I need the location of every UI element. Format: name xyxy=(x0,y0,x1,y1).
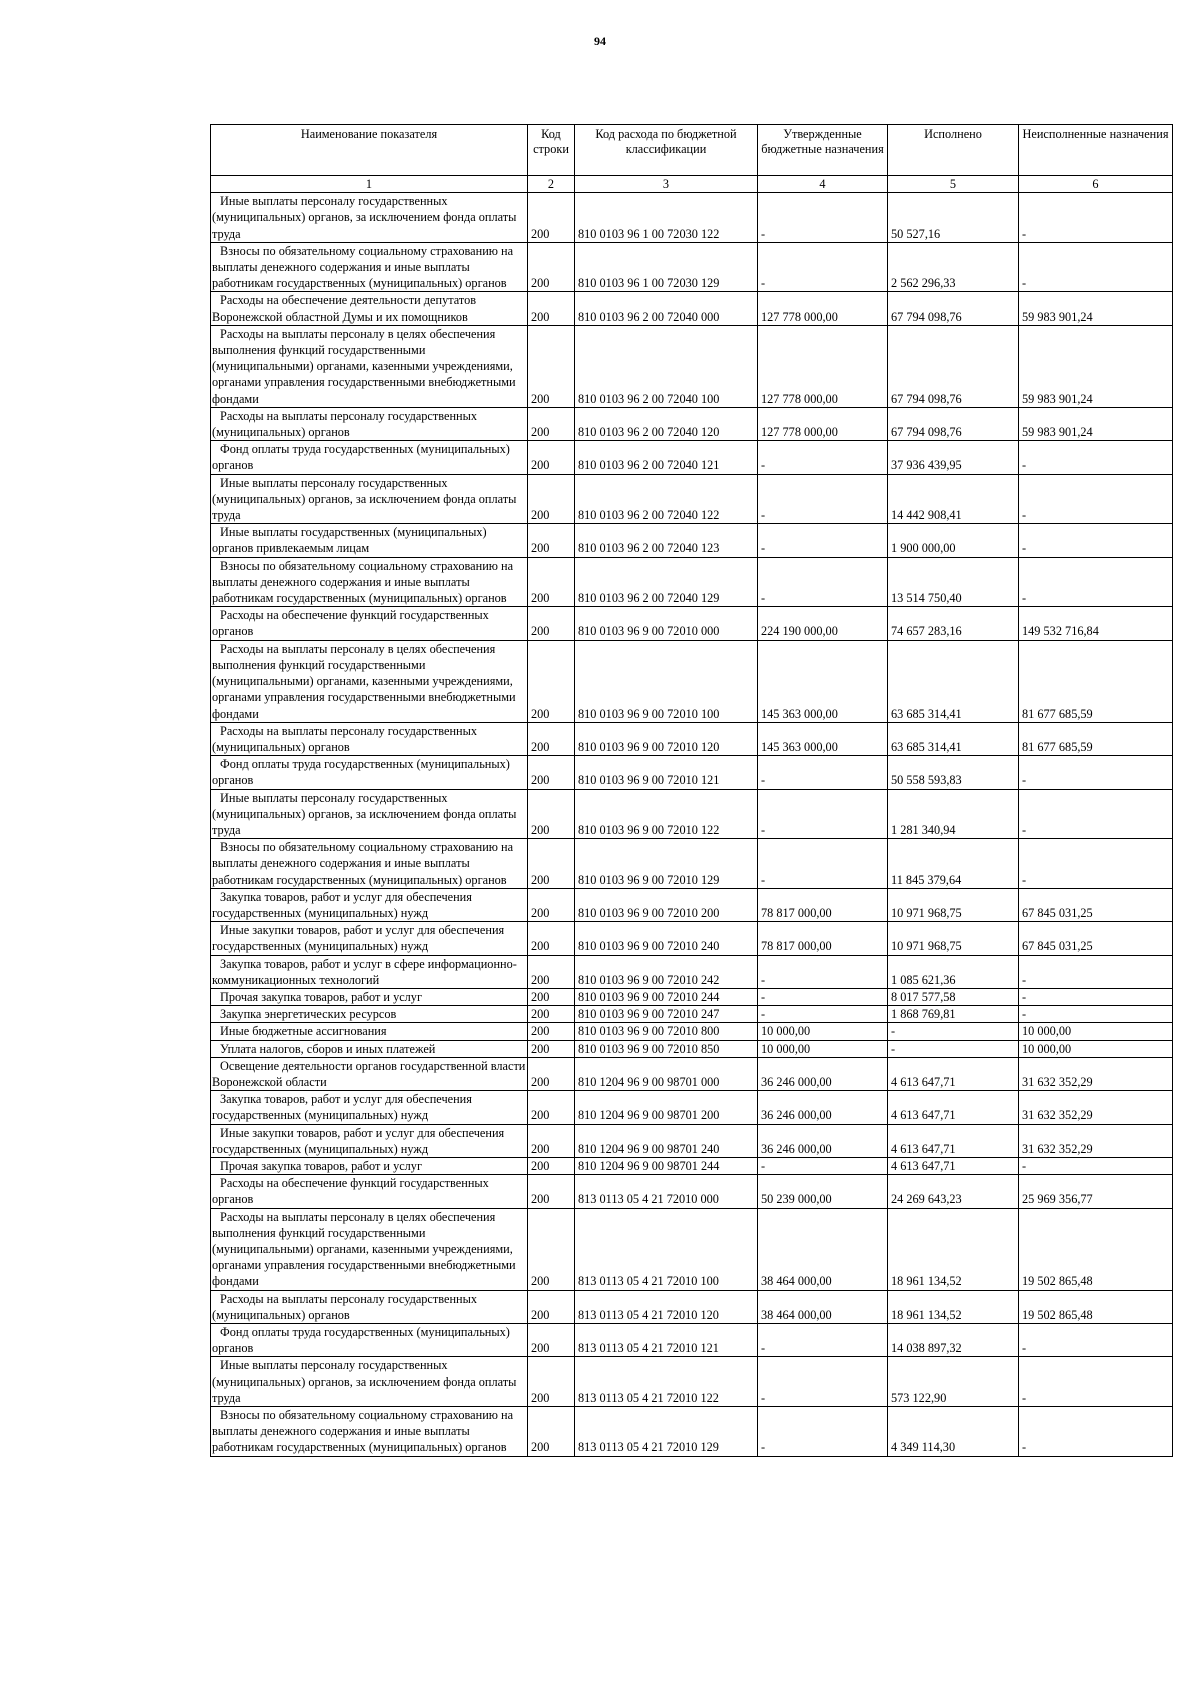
approved-amount-cell: 145 363 000,00 xyxy=(758,722,888,755)
line-code-cell: 200 xyxy=(528,839,575,889)
indicator-name-cell: Расходы на обеспечение деятельности депутатов Воронежской областной Думы и их помощников xyxy=(211,292,528,325)
executed-amount-cell: 2 562 296,33 xyxy=(888,242,1019,292)
approved-amount-cell: - xyxy=(758,242,888,292)
indicator-name-cell: Закупка товаров, работ и услуг для обеспечения государственных (муниципальных) нужд xyxy=(211,1091,528,1124)
approved-amount-cell: 78 817 000,00 xyxy=(758,922,888,955)
expense-code-cell: 810 0103 96 9 00 72010 800 xyxy=(575,1023,758,1040)
line-code-cell: 200 xyxy=(528,1023,575,1040)
executed-amount-cell: 63 685 314,41 xyxy=(888,640,1019,722)
expense-code-cell: 813 0113 05 4 21 72010 100 xyxy=(575,1208,758,1290)
line-code-cell: 200 xyxy=(528,242,575,292)
approved-amount-cell: - xyxy=(758,557,888,607)
executed-amount-cell: - xyxy=(888,1023,1019,1040)
approved-amount-cell: 36 246 000,00 xyxy=(758,1091,888,1124)
header-approved: Утвержденные бюджетные назначения xyxy=(758,125,888,176)
line-code-cell: 200 xyxy=(528,325,575,407)
indicator-name-cell: Иные бюджетные ассигнования xyxy=(211,1023,528,1040)
line-code-cell: 200 xyxy=(528,1157,575,1174)
approved-amount-cell: 145 363 000,00 xyxy=(758,640,888,722)
table-row xyxy=(211,524,1173,557)
line-code-cell: 200 xyxy=(528,193,575,243)
unexecuted-amount-cell: 19 502 865,48 xyxy=(1019,1290,1173,1323)
approved-amount-cell: - xyxy=(758,1357,888,1407)
expense-code-cell: 810 0103 96 9 00 72010 120 xyxy=(575,722,758,755)
unexecuted-amount-cell: 59 983 901,24 xyxy=(1019,325,1173,407)
table-row xyxy=(211,1091,1173,1124)
executed-amount-cell: 1 900 000,00 xyxy=(888,524,1019,557)
table-row xyxy=(211,1057,1173,1090)
expense-code-cell: 810 1204 96 9 00 98701 200 xyxy=(575,1091,758,1124)
approved-amount-cell: - xyxy=(758,193,888,243)
header-line-code: Код строки xyxy=(528,125,575,176)
table-row xyxy=(211,922,1173,955)
line-code-cell: 200 xyxy=(528,1091,575,1124)
executed-amount-cell: 18 961 134,52 xyxy=(888,1208,1019,1290)
line-code-cell: 200 xyxy=(528,1057,575,1090)
indicator-name-cell: Закупка энергетических ресурсов xyxy=(211,1006,528,1023)
executed-amount-cell: 4 613 647,71 xyxy=(888,1057,1019,1090)
line-code-cell: 200 xyxy=(528,524,575,557)
approved-amount-cell: 127 778 000,00 xyxy=(758,407,888,440)
executed-amount-cell: 14 038 897,32 xyxy=(888,1324,1019,1357)
line-code-cell: 200 xyxy=(528,474,575,524)
line-code-cell: 200 xyxy=(528,557,575,607)
table-row xyxy=(211,1006,1173,1023)
table-row xyxy=(211,888,1173,921)
indicator-name-cell: Иные выплаты персоналу государственных (муниципальных) органов, за исключением фонда оплаты труда xyxy=(211,474,528,524)
executed-amount-cell: 1 085 621,36 xyxy=(888,955,1019,988)
line-code-cell: 200 xyxy=(528,722,575,755)
header-indicator-name: Наименование показателя xyxy=(211,125,528,176)
expense-code-cell: 810 0103 96 9 00 72010 242 xyxy=(575,955,758,988)
unexecuted-amount-cell: 19 502 865,48 xyxy=(1019,1208,1173,1290)
line-code-cell: 200 xyxy=(528,955,575,988)
indicator-name-cell: Иные выплаты персоналу государственных (муниципальных) органов, за исключением фонда оплаты труда xyxy=(211,789,528,839)
line-code-cell: 200 xyxy=(528,1357,575,1407)
unexecuted-amount-cell: - xyxy=(1019,524,1173,557)
approved-amount-cell: - xyxy=(758,789,888,839)
executed-amount-cell: 1 281 340,94 xyxy=(888,789,1019,839)
header-executed: Исполнено xyxy=(888,125,1019,176)
unexecuted-amount-cell: 81 677 685,59 xyxy=(1019,722,1173,755)
line-code-cell: 200 xyxy=(528,1407,575,1457)
unexecuted-amount-cell: 31 632 352,29 xyxy=(1019,1057,1173,1090)
unexecuted-amount-cell: - xyxy=(1019,1006,1173,1023)
expense-code-cell: 810 0103 96 2 00 72040 120 xyxy=(575,407,758,440)
table-row xyxy=(211,1040,1173,1057)
approved-amount-cell: - xyxy=(758,988,888,1005)
table-row xyxy=(211,1124,1173,1157)
table-row xyxy=(211,1357,1173,1407)
table-body xyxy=(211,193,1173,1456)
executed-amount-cell: - xyxy=(888,1040,1019,1057)
expense-code-cell: 810 0103 96 2 00 72040 000 xyxy=(575,292,758,325)
table-row xyxy=(211,607,1173,640)
approved-amount-cell: - xyxy=(758,474,888,524)
approved-amount-cell: 38 464 000,00 xyxy=(758,1290,888,1323)
line-code-cell: 200 xyxy=(528,1175,575,1208)
indicator-name-cell: Прочая закупка товаров, работ и услуг xyxy=(211,988,528,1005)
table-row xyxy=(211,1324,1173,1357)
column-number: 6 xyxy=(1019,176,1173,193)
line-code-cell: 200 xyxy=(528,1290,575,1323)
executed-amount-cell: 50 527,16 xyxy=(888,193,1019,243)
executed-amount-cell: 11 845 379,64 xyxy=(888,839,1019,889)
line-code-cell: 200 xyxy=(528,1040,575,1057)
indicator-name-cell: Иные закупки товаров, работ и услуг для обеспечения государственных (муниципальных) нужд xyxy=(211,1124,528,1157)
table-row xyxy=(211,988,1173,1005)
approved-amount-cell: 10 000,00 xyxy=(758,1023,888,1040)
approved-amount-cell: - xyxy=(758,1157,888,1174)
indicator-name-cell: Прочая закупка товаров, работ и услуг xyxy=(211,1157,528,1174)
column-number: 4 xyxy=(758,176,888,193)
executed-amount-cell: 24 269 643,23 xyxy=(888,1175,1019,1208)
expense-code-cell: 810 1204 96 9 00 98701 244 xyxy=(575,1157,758,1174)
header-unexecuted: Неисполненные назначения xyxy=(1019,125,1173,176)
indicator-name-cell: Расходы на выплаты персоналу государственных (муниципальных) органов xyxy=(211,407,528,440)
line-code-cell: 200 xyxy=(528,292,575,325)
expense-code-cell: 813 0113 05 4 21 72010 121 xyxy=(575,1324,758,1357)
page-number: 94 xyxy=(594,34,606,48)
executed-amount-cell: 4 613 647,71 xyxy=(888,1157,1019,1174)
unexecuted-amount-cell: - xyxy=(1019,242,1173,292)
unexecuted-amount-cell: - xyxy=(1019,988,1173,1005)
approved-amount-cell: - xyxy=(758,1324,888,1357)
unexecuted-amount-cell: 10 000,00 xyxy=(1019,1023,1173,1040)
indicator-name-cell: Иные выплаты государственных (муниципальных) органов привлекаемым лицам xyxy=(211,524,528,557)
unexecuted-amount-cell: 67 845 031,25 xyxy=(1019,922,1173,955)
header-expense-code: Код расхода по бюджетной классификации xyxy=(575,125,758,176)
line-code-cell: 200 xyxy=(528,789,575,839)
unexecuted-amount-cell: - xyxy=(1019,839,1173,889)
indicator-name-cell: Иные выплаты персоналу государственных (муниципальных) органов, за исключением фонда оплаты труда xyxy=(211,193,528,243)
unexecuted-amount-cell: - xyxy=(1019,1407,1173,1457)
executed-amount-cell: 67 794 098,76 xyxy=(888,292,1019,325)
line-code-cell: 200 xyxy=(528,640,575,722)
approved-amount-cell: - xyxy=(758,1006,888,1023)
line-code-cell: 200 xyxy=(528,1124,575,1157)
indicator-name-cell: Расходы на обеспечение функций государственных органов xyxy=(211,607,528,640)
expense-code-cell: 813 0113 05 4 21 72010 000 xyxy=(575,1175,758,1208)
expense-code-cell: 810 0103 96 9 00 72010 100 xyxy=(575,640,758,722)
line-code-cell: 200 xyxy=(528,1324,575,1357)
line-code-cell: 200 xyxy=(528,441,575,474)
unexecuted-amount-cell: - xyxy=(1019,955,1173,988)
approved-amount-cell: 10 000,00 xyxy=(758,1040,888,1057)
expense-code-cell: 810 0103 96 2 00 72040 100 xyxy=(575,325,758,407)
indicator-name-cell: Расходы на выплаты персоналу в целях обеспечения выполнения функций государственными (муниципальными) органами, казенными учреждениями, органами управления государственными внебюджетными фондами xyxy=(211,325,528,407)
line-code-cell: 200 xyxy=(528,407,575,440)
executed-amount-cell: 50 558 593,83 xyxy=(888,756,1019,789)
executed-amount-cell: 13 514 750,40 xyxy=(888,557,1019,607)
expense-code-cell: 810 0103 96 9 00 72010 121 xyxy=(575,756,758,789)
executed-amount-cell: 63 685 314,41 xyxy=(888,722,1019,755)
unexecuted-amount-cell: 59 983 901,24 xyxy=(1019,407,1173,440)
executed-amount-cell: 4 613 647,71 xyxy=(888,1091,1019,1124)
unexecuted-amount-cell: - xyxy=(1019,557,1173,607)
column-number: 5 xyxy=(888,176,1019,193)
line-code-cell: 200 xyxy=(528,1006,575,1023)
table-row xyxy=(211,722,1173,755)
expense-code-cell: 810 0103 96 9 00 72010 850 xyxy=(575,1040,758,1057)
unexecuted-amount-cell: 67 845 031,25 xyxy=(1019,888,1173,921)
executed-amount-cell: 4 349 114,30 xyxy=(888,1407,1019,1457)
approved-amount-cell: - xyxy=(758,839,888,889)
line-code-cell: 200 xyxy=(528,756,575,789)
unexecuted-amount-cell: 31 632 352,29 xyxy=(1019,1091,1173,1124)
approved-amount-cell: - xyxy=(758,441,888,474)
unexecuted-amount-cell: 81 677 685,59 xyxy=(1019,640,1173,722)
indicator-name-cell: Иные закупки товаров, работ и услуг для обеспечения государственных (муниципальных) нужд xyxy=(211,922,528,955)
column-number: 2 xyxy=(528,176,575,193)
indicator-name-cell: Уплата налогов, сборов и иных платежей xyxy=(211,1040,528,1057)
approved-amount-cell: - xyxy=(758,955,888,988)
approved-amount-cell: - xyxy=(758,1407,888,1457)
unexecuted-amount-cell: - xyxy=(1019,441,1173,474)
executed-amount-cell: 74 657 283,16 xyxy=(888,607,1019,640)
indicator-name-cell: Расходы на выплаты персоналу государственных (муниципальных) органов xyxy=(211,1290,528,1323)
indicator-name-cell: Закупка товаров, работ и услуг для обеспечения государственных (муниципальных) нужд xyxy=(211,888,528,921)
approved-amount-cell: 127 778 000,00 xyxy=(758,325,888,407)
expense-code-cell: 810 0103 96 2 00 72040 129 xyxy=(575,557,758,607)
approved-amount-cell: 36 246 000,00 xyxy=(758,1124,888,1157)
executed-amount-cell: 8 017 577,58 xyxy=(888,988,1019,1005)
line-code-cell: 200 xyxy=(528,607,575,640)
table-row xyxy=(211,756,1173,789)
expense-code-cell: 810 0103 96 9 00 72010 200 xyxy=(575,888,758,921)
executed-amount-cell: 10 971 968,75 xyxy=(888,922,1019,955)
expense-code-cell: 813 0113 05 4 21 72010 129 xyxy=(575,1407,758,1457)
unexecuted-amount-cell: 31 632 352,29 xyxy=(1019,1124,1173,1157)
expense-code-cell: 810 0103 96 9 00 72010 129 xyxy=(575,839,758,889)
approved-amount-cell: 78 817 000,00 xyxy=(758,888,888,921)
expense-code-cell: 810 0103 96 2 00 72040 123 xyxy=(575,524,758,557)
approved-amount-cell: - xyxy=(758,756,888,789)
expense-code-cell: 810 0103 96 9 00 72010 244 xyxy=(575,988,758,1005)
expense-code-cell: 810 0103 96 9 00 72010 122 xyxy=(575,789,758,839)
executed-amount-cell: 14 442 908,41 xyxy=(888,474,1019,524)
table-row xyxy=(211,640,1173,722)
approved-amount-cell: 50 239 000,00 xyxy=(758,1175,888,1208)
unexecuted-amount-cell: 59 983 901,24 xyxy=(1019,292,1173,325)
indicator-name-cell: Расходы на выплаты персоналу государственных (муниципальных) органов xyxy=(211,722,528,755)
expense-code-cell: 810 0103 96 2 00 72040 122 xyxy=(575,474,758,524)
table-row xyxy=(211,1157,1173,1174)
executed-amount-cell: 18 961 134,52 xyxy=(888,1290,1019,1323)
table-row xyxy=(211,325,1173,407)
column-numbers-row xyxy=(211,176,1173,193)
indicator-name-cell: Взносы по обязательному социальному страхованию на выплаты денежного содержания и иные выплаты работникам государственных (муниципальных) органов xyxy=(211,1407,528,1457)
executed-amount-cell: 573 122,90 xyxy=(888,1357,1019,1407)
unexecuted-amount-cell: 149 532 716,84 xyxy=(1019,607,1173,640)
table-row xyxy=(211,789,1173,839)
executed-amount-cell: 4 613 647,71 xyxy=(888,1124,1019,1157)
indicator-name-cell: Фонд оплаты труда государственных (муниципальных) органов xyxy=(211,441,528,474)
indicator-name-cell: Взносы по обязательному социальному страхованию на выплаты денежного содержания и иные выплаты работникам государственных (муниципальных) органов xyxy=(211,242,528,292)
column-number: 1 xyxy=(211,176,528,193)
executed-amount-cell: 67 794 098,76 xyxy=(888,407,1019,440)
table-row xyxy=(211,193,1173,243)
executed-amount-cell: 10 971 968,75 xyxy=(888,888,1019,921)
expense-code-cell: 810 0103 96 1 00 72030 129 xyxy=(575,242,758,292)
table-row xyxy=(211,1407,1173,1457)
unexecuted-amount-cell: - xyxy=(1019,789,1173,839)
table-row xyxy=(211,242,1173,292)
table-row xyxy=(211,407,1173,440)
unexecuted-amount-cell: - xyxy=(1019,1357,1173,1407)
unexecuted-amount-cell: - xyxy=(1019,193,1173,243)
line-code-cell: 200 xyxy=(528,1208,575,1290)
executed-amount-cell: 1 868 769,81 xyxy=(888,1006,1019,1023)
indicator-name-cell: Расходы на обеспечение функций государственных органов xyxy=(211,1175,528,1208)
table-row xyxy=(211,292,1173,325)
table-row xyxy=(211,1023,1173,1040)
indicator-name-cell: Закупка товаров, работ и услуг в сфере информационно-коммуникационных технологий xyxy=(211,955,528,988)
indicator-name-cell: Взносы по обязательному социальному страхованию на выплаты денежного содержания и иные выплаты работникам государственных (муниципальных) органов xyxy=(211,839,528,889)
executed-amount-cell: 67 794 098,76 xyxy=(888,325,1019,407)
indicator-name-cell: Иные выплаты персоналу государственных (муниципальных) органов, за исключением фонда оплаты труда xyxy=(211,1357,528,1407)
unexecuted-amount-cell: 25 969 356,77 xyxy=(1019,1175,1173,1208)
table-row xyxy=(211,474,1173,524)
table-row xyxy=(211,441,1173,474)
indicator-name-cell: Фонд оплаты труда государственных (муниципальных) органов xyxy=(211,756,528,789)
unexecuted-amount-cell: - xyxy=(1019,1157,1173,1174)
unexecuted-amount-cell: - xyxy=(1019,1324,1173,1357)
unexecuted-amount-cell: - xyxy=(1019,756,1173,789)
approved-amount-cell: 127 778 000,00 xyxy=(758,292,888,325)
expense-code-cell: 810 0103 96 2 00 72040 121 xyxy=(575,441,758,474)
expense-code-cell: 810 0103 96 1 00 72030 122 xyxy=(575,193,758,243)
indicator-name-cell: Расходы на выплаты персоналу в целях обеспечения выполнения функций государственными (муниципальными) органами, казенными учреждениями, органами управления государственными внебюджетными фондами xyxy=(211,1208,528,1290)
table-row xyxy=(211,1175,1173,1208)
approved-amount-cell: 38 464 000,00 xyxy=(758,1208,888,1290)
indicator-name-cell: Взносы по обязательному социальному страхованию на выплаты денежного содержания и иные выплаты работникам государственных (муниципальных) органов xyxy=(211,557,528,607)
table-row xyxy=(211,1290,1173,1323)
column-number: 3 xyxy=(575,176,758,193)
expense-code-cell: 810 1204 96 9 00 98701 000 xyxy=(575,1057,758,1090)
expense-code-cell: 813 0113 05 4 21 72010 122 xyxy=(575,1357,758,1407)
header-row xyxy=(211,125,1173,176)
line-code-cell: 200 xyxy=(528,988,575,1005)
indicator-name-cell: Освещение деятельности органов государственной власти Воронежской области xyxy=(211,1057,528,1090)
table-row xyxy=(211,557,1173,607)
line-code-cell: 200 xyxy=(528,922,575,955)
expense-code-cell: 813 0113 05 4 21 72010 120 xyxy=(575,1290,758,1323)
indicator-name-cell: Фонд оплаты труда государственных (муниципальных) органов xyxy=(211,1324,528,1357)
table-row xyxy=(211,839,1173,889)
budget-execution-table xyxy=(210,124,1173,1457)
line-code-cell: 200 xyxy=(528,888,575,921)
unexecuted-amount-cell: 10 000,00 xyxy=(1019,1040,1173,1057)
unexecuted-amount-cell: - xyxy=(1019,474,1173,524)
expense-code-cell: 810 0103 96 9 00 72010 247 xyxy=(575,1006,758,1023)
approved-amount-cell: 36 246 000,00 xyxy=(758,1057,888,1090)
approved-amount-cell: - xyxy=(758,524,888,557)
executed-amount-cell: 37 936 439,95 xyxy=(888,441,1019,474)
expense-code-cell: 810 0103 96 9 00 72010 240 xyxy=(575,922,758,955)
table-row xyxy=(211,1208,1173,1290)
approved-amount-cell: 224 190 000,00 xyxy=(758,607,888,640)
table-row xyxy=(211,955,1173,988)
expense-code-cell: 810 1204 96 9 00 98701 240 xyxy=(575,1124,758,1157)
expense-code-cell: 810 0103 96 9 00 72010 000 xyxy=(575,607,758,640)
indicator-name-cell: Расходы на выплаты персоналу в целях обеспечения выполнения функций государственными (муниципальными) органами, казенными учреждениями, органами управления государственными внебюджетными фондами xyxy=(211,640,528,722)
